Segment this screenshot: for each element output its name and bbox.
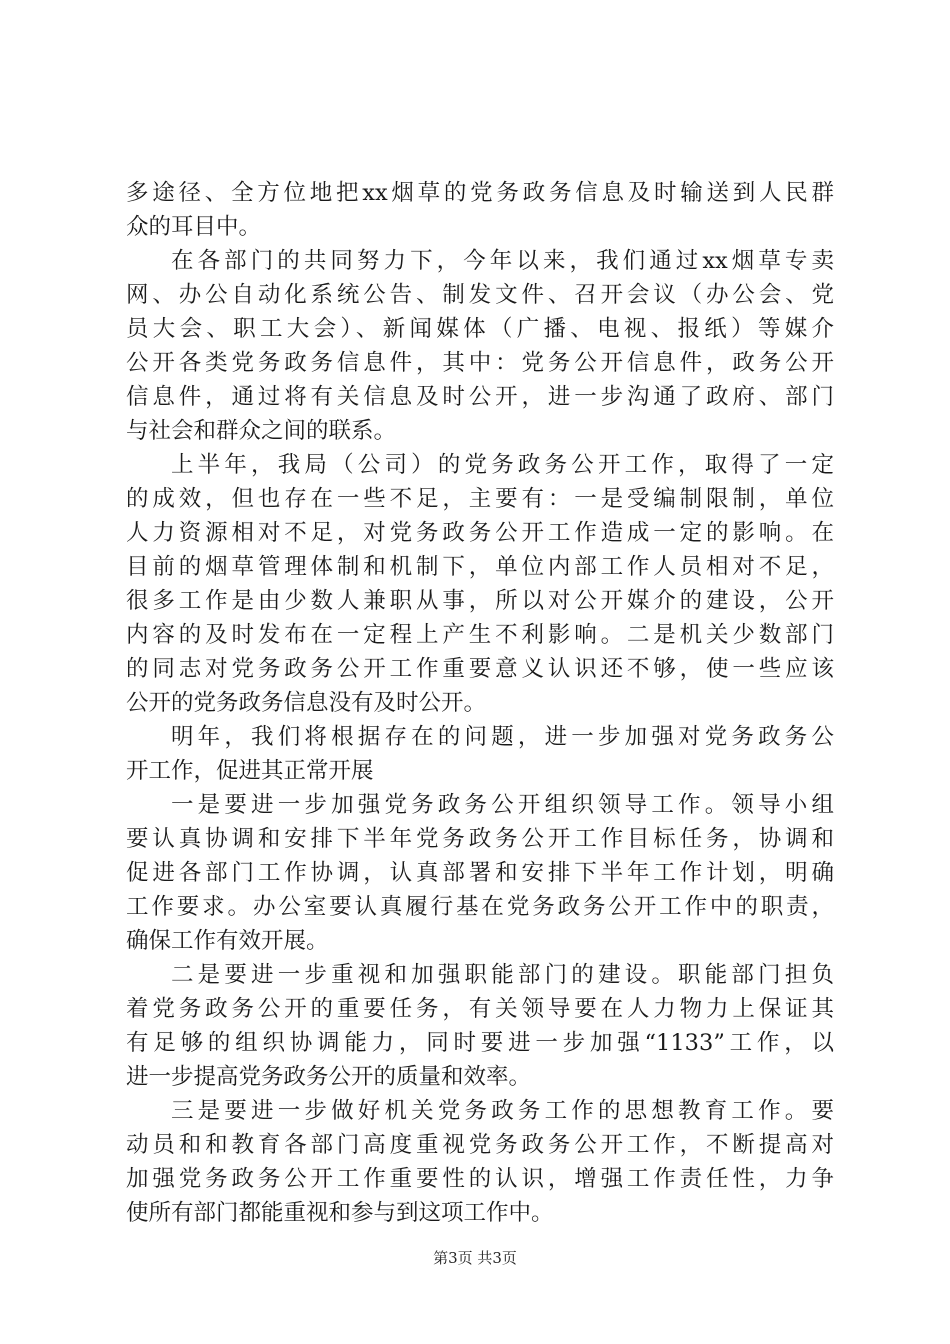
- text-line: 内容的及时发布在一定程上产生不利影响。二是机关少数部门: [126, 622, 834, 648]
- text-line: 多途径、全方位地把xx烟草的党务政务信息及时输送到人民群: [126, 180, 834, 206]
- text-line: 使所有部门都能重视和参与到这项工作中。: [126, 1200, 554, 1226]
- page-number-footer: 第3页 共3页: [433, 1249, 517, 1267]
- text-line: 很多工作是由少数人兼职从事，所以对公开媒介的建设，公开: [126, 588, 834, 614]
- text-line: 促进各部门工作协调，认真部署和安排下半年工作计划，明确: [126, 860, 834, 886]
- text-line: 加强党务政务公开工作重要性的认识，增强工作责任性，力争: [126, 1166, 834, 1192]
- text-line: 的同志对党务政务公开工作重要意义认识还不够，使一些应该: [126, 656, 834, 682]
- paragraph-start-line: 上半年，我局（公司）的党务政务公开工作，取得了一定: [171, 452, 834, 478]
- text-line: 信息件，通过将有关信息及时公开，进一步沟通了政府、部门: [126, 384, 834, 410]
- text-line: 员大会、职工大会）、新闻媒体（广播、电视、报纸）等媒介: [126, 316, 834, 342]
- text-line: 人力资源相对不足，对党务政务公开工作造成一定的影响。在: [126, 520, 834, 546]
- text-line: 与社会和群众之间的联系。: [126, 418, 397, 444]
- paragraph-start-line: 一是要进一步加强党务政务公开组织领导工作。领导小组: [171, 792, 834, 818]
- text-line: 众的耳目中。: [126, 214, 262, 240]
- text-line: 开工作，促进其正常开展: [126, 758, 374, 784]
- paragraph-start-line: 二是要进一步重视和加强职能部门的建设。职能部门担负: [171, 962, 834, 988]
- document-body: [126, 176, 834, 1230]
- text-line: 进一步提高党务政务公开的质量和效率。: [126, 1064, 532, 1090]
- text-line: 工作要求。办公室要认真履行基在党务政务公开工作中的职责，: [126, 894, 834, 920]
- text-line: 有足够的组织协调能力，同时要进一步加强“1133”工作，以: [126, 1030, 834, 1056]
- text-line: 着党务政务公开的重要任务，有关领导要在人力物力上保证其: [126, 996, 834, 1022]
- text-line: 的成效，但也存在一些不足，主要有：一是受编制限制，单位: [126, 486, 834, 512]
- paragraph-start-line: 三是要进一步做好机关党务政务工作的思想教育工作。要: [171, 1098, 834, 1124]
- text-line: 目前的烟草管理体制和机制下，单位内部工作人员相对不足，: [126, 554, 834, 580]
- text-line: 公开的党务政务信息没有及时公开。: [126, 690, 487, 716]
- text-line: 网、办公自动化系统公告、制发文件、召开会议（办公会、党: [126, 282, 834, 308]
- paragraph-start-line: 明年，我们将根据存在的问题，进一步加强对党务政务公: [171, 724, 834, 750]
- text-line: 要认真协调和安排下半年党务政务公开工作目标任务，协调和: [126, 826, 834, 852]
- text-line: 动员和和教育各部门高度重视党务政务公开工作，不断提高对: [126, 1132, 834, 1158]
- paragraph-start-line: 在各部门的共同努力下，今年以来，我们通过xx烟草专卖: [171, 248, 834, 274]
- text-line: 确保工作有效开展。: [126, 928, 329, 954]
- text-line: 公开各类党务政务信息件，其中：党务公开信息件，政务公开: [126, 350, 834, 376]
